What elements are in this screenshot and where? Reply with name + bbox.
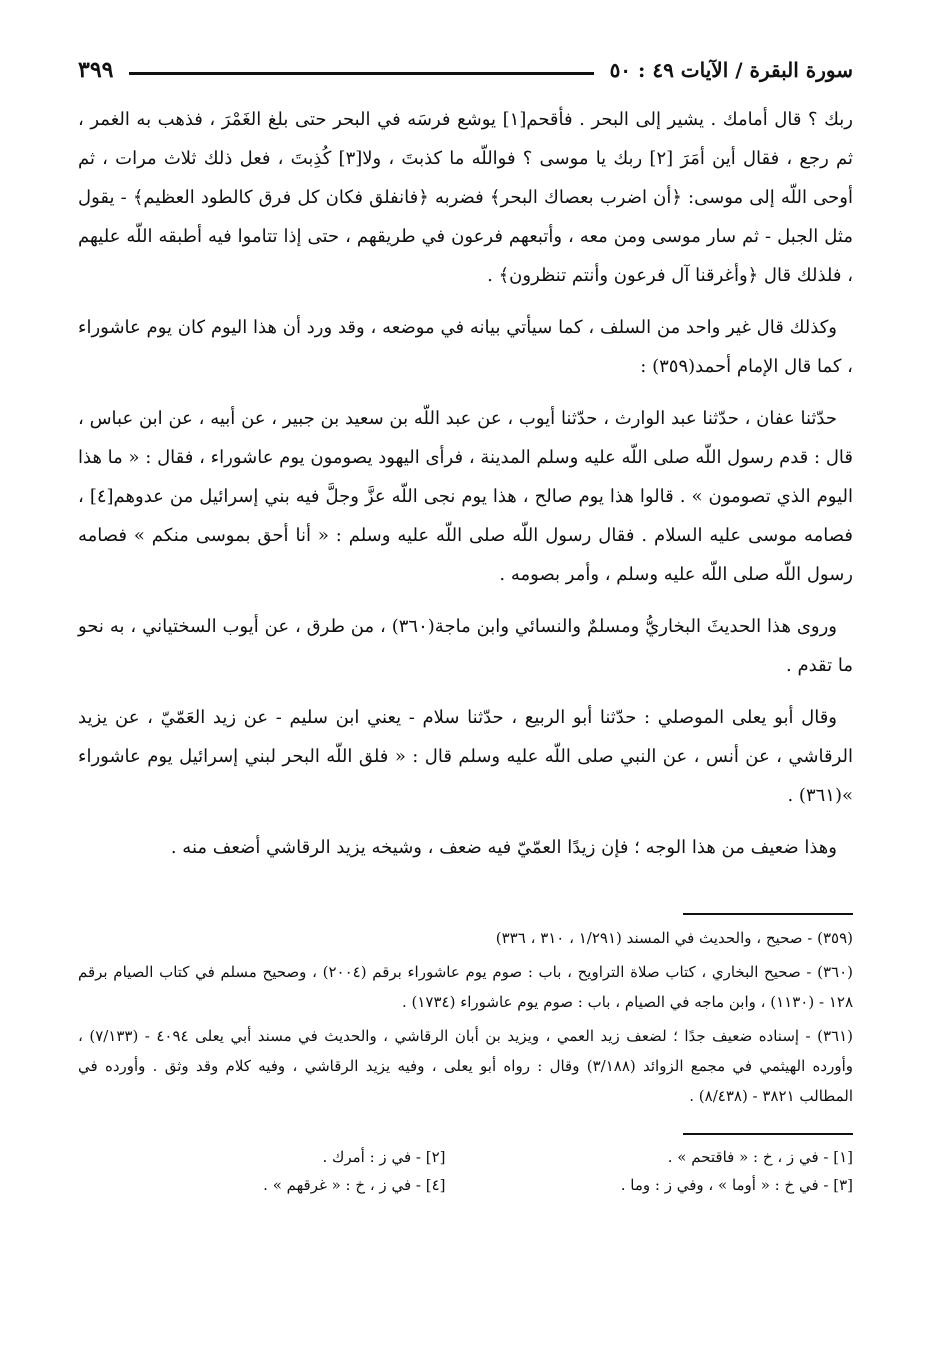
variant-note-4: [٤] - في ز ، خ : « غرقهم » . — [263, 1176, 446, 1194]
paragraph-2: وكذلك قال غير واحد من السلف ، كما سيأتي بيانه في موضعه ، وقد ورد أن هذا اليوم كان يوم عاشوراء ، كما قال الإمام أحمد(٣٥٩) : — [78, 317, 853, 377]
paragraph-1: ربك ؟ قال أمامك . يشير إلى البحر . فأقحم[١] يوشع فرسَه في البحر حتى بلغ الغَمْرَ ، فذهب به الغمر ، ثم رجع ، فقال أين أمَرَ [٢] ربك يا موسى ؟ فواللّه ما كذبتَ ، ولا[٣] كُذِبتَ ، فعل ذلك ثلاث مرات ، ثم أوحى اللّه إلى موسى: ﴿أن اضرب بعصاك البحر﴾ فضربه ﴿فانفلق فكان كل فرق كالطود العظيم﴾ - يقول مثل الجبل - ثم سار موسى ومن معه ، وأتبعهم فرعون في طريقهم ، حتى إذا تتاموا فيه أطبقه اللّه عليهم ، فلذلك قال ﴿وأغرقنا آل فرعون وأنتم تنظرون﴾ . — [78, 109, 853, 286]
paragraph-3: حدّثنا عفان ، حدّثنا عبد الوارث ، حدّثنا أيوب ، عن عبد اللّه بن سعيد بن جبير ، عن أبيه ، عن ابن عباس ، قال : قدم رسول اللّه صلى اللّه عليه وسلم المدينة ، فرأى اليهود يصومون يوم عاشوراء ، فقال : « ما هذا اليوم الذي تصومون » . قالوا هذا يوم صالح ، هذا يوم نجى اللّه عزَّ وجلَّ فيه بني إسرائيل من عدوهم[٤] ، فصامه موسى عليه السلام . فقال رسول اللّه صلى اللّه عليه وسلم : « أنا أحق بموسى منكم » فصامه رسول اللّه صلى اللّه عليه وسلم ، وأمر بصومه . — [78, 408, 853, 585]
paragraph-5: وقال أبو يعلى الموصلي : حدّثنا أبو الربيع ، حدّثنا سلام - يعني ابن سليم - عن زيد العَمّيّ ، عن يزيد الرقاشي ، عن أنس ، عن النبي صلى اللّه عليه وسلم قال : « فلق اللّه البحر لبني إسرائيل يوم عاشوراء »(٣٦١) . — [78, 707, 853, 806]
variant-note-1: [١] - في ز ، خ : « فاقتحم » . — [667, 1148, 853, 1166]
paragraph-6: وهذا ضعيف من هذا الوجه ؛ فإن زيدًا العمّيّ فيه ضعف ، وشيخه يزيد الرقاشي أضعف منه . — [170, 837, 837, 858]
page-number: ٣٩٩ — [78, 57, 114, 83]
footnote-360: (٣٦٠) - صحيح البخاري ، كتاب صلاة التراويح ، باب : صوم يوم عاشوراء برقم (٢٠٠٤) ، وصحيح مسلم في كتاب الصيام برقم ١٢٨ - (١١٣٠) ، وابن ماجه في الصيام ، باب : صوم يوم عاشوراء (١٧٣٤) . — [78, 963, 853, 1011]
running-title: سورة البقرة / الآيات ٤٩ : ٥٠ — [609, 58, 853, 82]
book-page — [78, 48, 853, 1199]
page-header — [78, 48, 853, 92]
variant-notes — [78, 1143, 853, 1199]
paragraph-4: وروى هذا الحديثَ البخاريُّ ومسلمٌ والنسائي وابن ماجة(٣٦٠) ، من طرق ، عن أيوب السختياني ، به نحو ما تقدم . — [78, 616, 853, 676]
footnote-rule — [683, 913, 853, 915]
variant-note-3: [٣] - في خ : « أوما » ، وفي ز : وما . — [620, 1176, 853, 1194]
main-text — [78, 100, 853, 867]
footnotes — [78, 923, 853, 1111]
footnote-359: (٣٥٩) - صحيح ، والحديث في المسند (١/٢٩١ ، ٣١٠ ، ٣٣٦) — [495, 929, 853, 947]
header-rule — [129, 72, 593, 75]
variant-note-2: [٢] - في ز : أمرك . — [322, 1148, 446, 1166]
footnote-361: (٣٦١) - إسناده ضعيف جدًا ؛ لضعف زيد العمي ، ويزيد بن أبان الرقاشي ، والحديث في مسند أبي يعلى ٤٠٩٤ - (٧/١٣٣) ، وأورده الهيثمي في مجمع الزوائد (٣/١٨٨) وقال : رواه أبو يعلى ، وفيه يزيد الرقاشي ، وفيه كلام وقد وثق . وأورده في المطالب ٣٨٢١ - (٨/٤٣٨) . — [78, 1027, 853, 1105]
variant-notes-rule — [683, 1133, 853, 1135]
